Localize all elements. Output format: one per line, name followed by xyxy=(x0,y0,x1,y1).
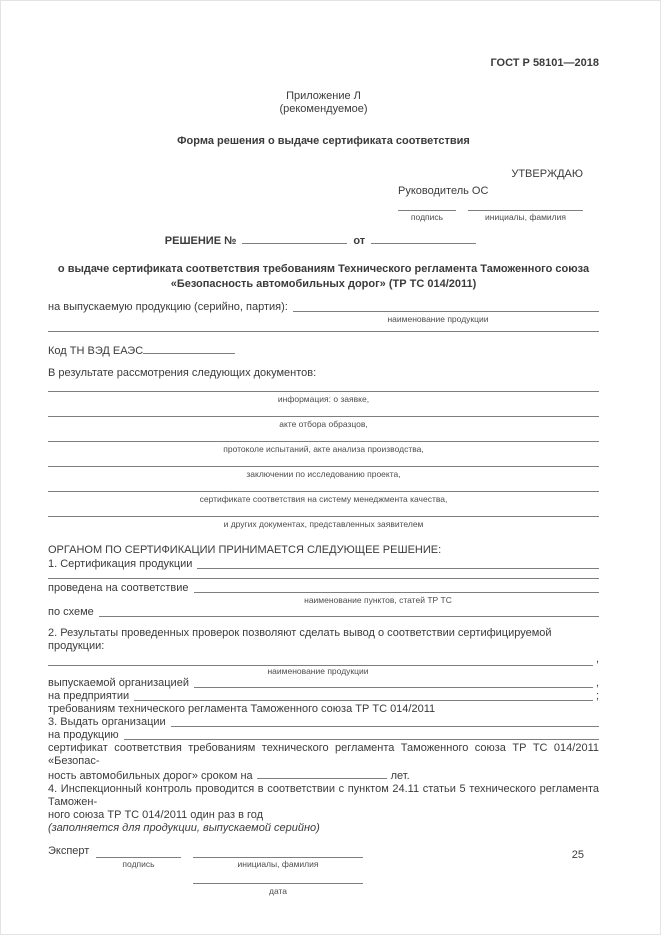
doc-number: ГОСТ Р 58101—2018 xyxy=(490,57,599,69)
certificate-sentence-line-1: сертификат соответствия требованиям технического регламента Таможенного союза ТР ТС 014/2011 «Безопас- xyxy=(48,742,599,767)
document-caption: и других документах, представленных заявителем xyxy=(223,519,424,529)
decision-number-label: РЕШЕНИЕ № xyxy=(164,235,237,247)
document-caption: информация: о заявке, xyxy=(277,394,370,404)
organization-blank xyxy=(194,677,593,688)
item3-label: 3. Выдать организации xyxy=(48,716,166,728)
item3-product-line xyxy=(48,729,599,742)
tr-requirements-line: требованиям технического регламента Таможенного союза ТР ТС 014/2011 xyxy=(48,703,436,715)
document-blank xyxy=(48,382,599,392)
item3-blank xyxy=(171,716,599,727)
tnved-code-label: Код ТН ВЭД ЕАЭС xyxy=(48,345,144,357)
document-caption: протоколе испытаний, акте анализа производства, xyxy=(223,444,424,454)
enterprise-line xyxy=(48,690,599,703)
document-blank xyxy=(48,482,599,492)
item2-caption: наименование продукции xyxy=(267,666,369,676)
decision-number-line xyxy=(48,233,599,248)
approval-captions xyxy=(398,212,583,223)
page-number: 25 xyxy=(571,849,584,861)
certificate-term-blank xyxy=(257,768,387,779)
certificate-term-units: лет. xyxy=(390,770,410,782)
signature-caption: подпись xyxy=(410,212,444,222)
item3-product-label: на продукцию xyxy=(48,729,119,741)
item2-blank xyxy=(48,659,593,666)
document-blank xyxy=(48,407,599,417)
item1-label: 1. Сертификация продукции xyxy=(48,558,193,570)
resolution-heading: ОРГАНОМ ПО СЕРТИФИКАЦИИ ПРИНИМАЕТСЯ СЛЕДУЮЩЕЕ РЕШЕНИЕ: xyxy=(48,544,442,556)
document-line xyxy=(48,382,599,405)
enterprise-label: на предприятии xyxy=(48,690,130,702)
document-caption: заключении по исследованию проекта, xyxy=(246,469,401,479)
enterprise-blank xyxy=(134,690,593,701)
organization-line xyxy=(48,677,599,690)
subtitle-line-1: о выдаче сертификата соответствия требованиям Технического регламента Таможенного союза xyxy=(57,263,590,275)
name-blank xyxy=(468,204,583,211)
document-line xyxy=(48,432,599,455)
conformity-label: проведена на соответствие xyxy=(48,582,189,594)
approval-signature-blanks xyxy=(398,204,583,211)
item2-blank-line xyxy=(48,653,599,666)
document-line xyxy=(48,407,599,430)
item1-blank xyxy=(197,558,599,569)
subtitle-line-2: «Безопасность автомобильных дорог» (ТР ТС 014/2011) xyxy=(170,278,477,290)
conformity-line xyxy=(48,582,599,595)
decision-date-blank xyxy=(371,233,476,244)
name-caption: инициалы, фамилия xyxy=(485,212,566,222)
product-name-blank xyxy=(293,301,599,312)
organization-label: выпускаемой организацией xyxy=(48,677,189,689)
certificate-term-label: ность автомобильных дорог» сроком на xyxy=(48,770,253,782)
document-line xyxy=(48,482,599,505)
document-blank xyxy=(48,432,599,442)
product-label: на выпускаемую продукцию (серийно, партия): xyxy=(48,301,288,313)
expert-captions xyxy=(48,859,599,870)
scheme-line xyxy=(48,606,599,619)
expert-date-caption: дата xyxy=(268,886,288,896)
document-line xyxy=(48,507,599,530)
expert-date-blank xyxy=(193,873,363,884)
expert-line xyxy=(48,845,599,858)
item3-product-blank xyxy=(124,729,599,740)
item2-punct: , xyxy=(595,653,599,665)
item1-line xyxy=(48,558,599,571)
conformity-caption: наименование пунктов, статей ТР ТС xyxy=(304,595,452,605)
document-line xyxy=(48,457,599,480)
document-caption: акте отбора образцов, xyxy=(279,419,368,429)
appendix-label: Приложение Л xyxy=(286,90,361,102)
signature-blank xyxy=(398,204,456,211)
appendix-note: (рекомендуемое) xyxy=(279,103,368,115)
approve-label: УТВЕРЖДАЮ xyxy=(511,168,583,180)
expert-block xyxy=(48,845,599,897)
conformity-blank xyxy=(194,582,599,593)
scheme-blank xyxy=(99,606,599,617)
tnved-code-line xyxy=(48,343,599,358)
decision-number-blank xyxy=(242,233,347,244)
expert-name-blank xyxy=(193,851,363,858)
item4-line-1: 4. Инспекционный контроль проводится в соответствии с пунктом 24.11 статьи 5 технического регламента Таможен- xyxy=(48,783,599,808)
item3-line xyxy=(48,716,599,729)
product-line xyxy=(48,301,599,314)
head-of-body-row xyxy=(398,185,583,198)
item4-note: (заполняется для продукции, выпускаемой серийно) xyxy=(48,822,320,834)
certificate-sentence-line-2 xyxy=(48,768,599,783)
product-caption: наименование продукции xyxy=(387,314,489,324)
expert-signature-blank xyxy=(96,851,181,858)
documents-intro: В результате рассмотрения следующих документов: xyxy=(48,367,317,379)
item4-line-2: ного союза ТР ТС 014/2011 один раз в год xyxy=(48,809,264,821)
document-blank xyxy=(48,457,599,467)
decision-from-label: от xyxy=(353,235,366,247)
item2-paragraph: 2. Результаты проведенных проверок позволяют сделать вывод о соответствии сертифицируемой продукции: xyxy=(48,627,552,652)
scheme-label: по схеме xyxy=(48,606,94,618)
enterprise-punct: ; xyxy=(595,690,599,702)
organization-punct: , xyxy=(595,677,599,689)
head-of-body-label: Руководитель ОС xyxy=(398,185,489,197)
expert-name-caption: инициалы, фамилия xyxy=(237,859,319,869)
expert-signature-caption: подпись xyxy=(122,859,155,869)
tnved-code-blank xyxy=(143,343,235,354)
product-name-blank-2 xyxy=(48,325,599,332)
document-caption: сертификате соответствия на систему менеджмента качества, xyxy=(199,494,448,504)
approval-block xyxy=(398,168,583,223)
item1-blank-2 xyxy=(48,572,599,579)
expert-label: Эксперт xyxy=(48,845,90,857)
decision-subtitle xyxy=(48,262,599,292)
document-blank xyxy=(48,507,599,517)
form-title: Форма решения о выдаче сертификата соответствия xyxy=(177,135,470,147)
